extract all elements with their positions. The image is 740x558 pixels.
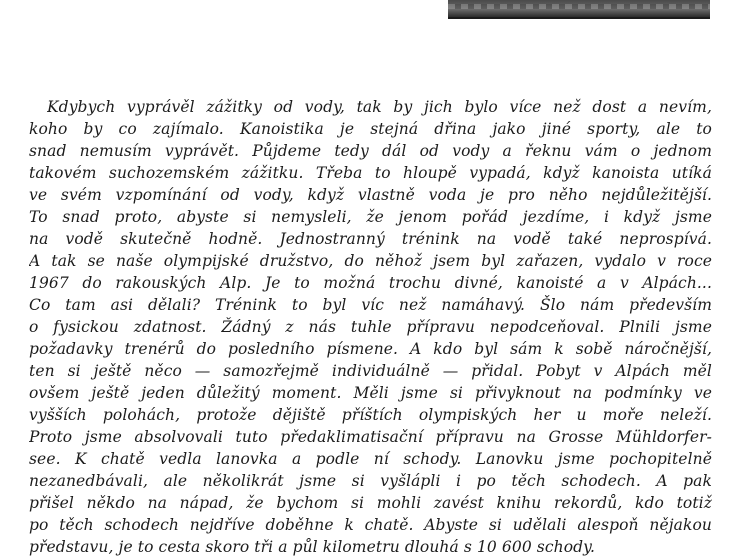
text-line: Proto jsme absolvovali tuto předaklimatisační přípravu na Grosse Mühldorfer-	[29, 428, 712, 446]
text-line: 1967 do rakouských Alp. Je to možná trochu divné, kanoisté a v Alpách...	[29, 274, 712, 292]
text-line: koho by co zajímalo. Kanoistika je stejná dřina jako jiné sporty, ale to	[29, 120, 712, 138]
text-line: To snad proto, abyste si nemysleli, že jenom pořád jezdíme, i když jsme	[29, 208, 712, 226]
text-line: po těch schodech nejdříve doběhne k chatě. Abyste si udělali alespoň nějakou	[29, 516, 712, 534]
text-line: ten si ještě něco — samozřejmě individuálně — přidal. Pobyt v Alpách měl	[29, 362, 712, 380]
text-line: ve svém vzpomínání od vody, když vlastně voda je pro něho nejdůležitější.	[29, 186, 712, 204]
text-line: požadavky trenérů do posledního písmene. A kdo byl sám k sobě náročnější,	[29, 340, 712, 358]
text-line: see. K chatě vedla lanovka a podle ní schody. Lanovku jsme pochopitelně	[29, 450, 712, 468]
photo-bottom-edge	[448, 0, 710, 19]
text-line: takovém suchozemském zážitku. Třeba to hloupě vypadá, když kanoista utíká	[29, 164, 712, 182]
text-line: nezanedbávali, ale několikrát jsme si vyšlápli i po těch schodech. A pak	[29, 472, 712, 490]
text-line: Co tam asi dělali? Trénink to byl víc než namáhavý. Šlo nám především	[29, 296, 712, 314]
text-line: snad nemusím vyprávět. Půjdeme tedy dál od vody a řeknu vám o jednom	[29, 142, 712, 160]
text-line: vyšších polohách, protože dějiště příštích olympiských her u moře neleží.	[29, 406, 712, 424]
text-line: přišel někdo na nápad, že bychom si mohli zavést knihu rekordů, kdo totiž	[29, 494, 712, 512]
text-line: představu, je to cesta skoro tři a půl kilometru dlouhá s 10 600 schody.	[29, 538, 596, 556]
text-line: A tak se naše olympijské družstvo, do něhož jsem byl zařazen, vydalo v roce	[29, 252, 712, 270]
text-line: na vodě skutečně hodně. Jednostranný trénink na vodě také neprospívá.	[29, 230, 712, 248]
text-line: ovšem ještě jeden důležitý moment. Měli jsme si přivyknout na podmínky ve	[29, 384, 712, 402]
text-line: o fysickou zdatnost. Žádný z nás tuhle přípravu nepodceňoval. Plnili jsme	[29, 318, 712, 336]
text-line: Kdybych vyprávěl zážitky od vody, tak by jich bylo více než dost a nevím,	[47, 98, 712, 116]
